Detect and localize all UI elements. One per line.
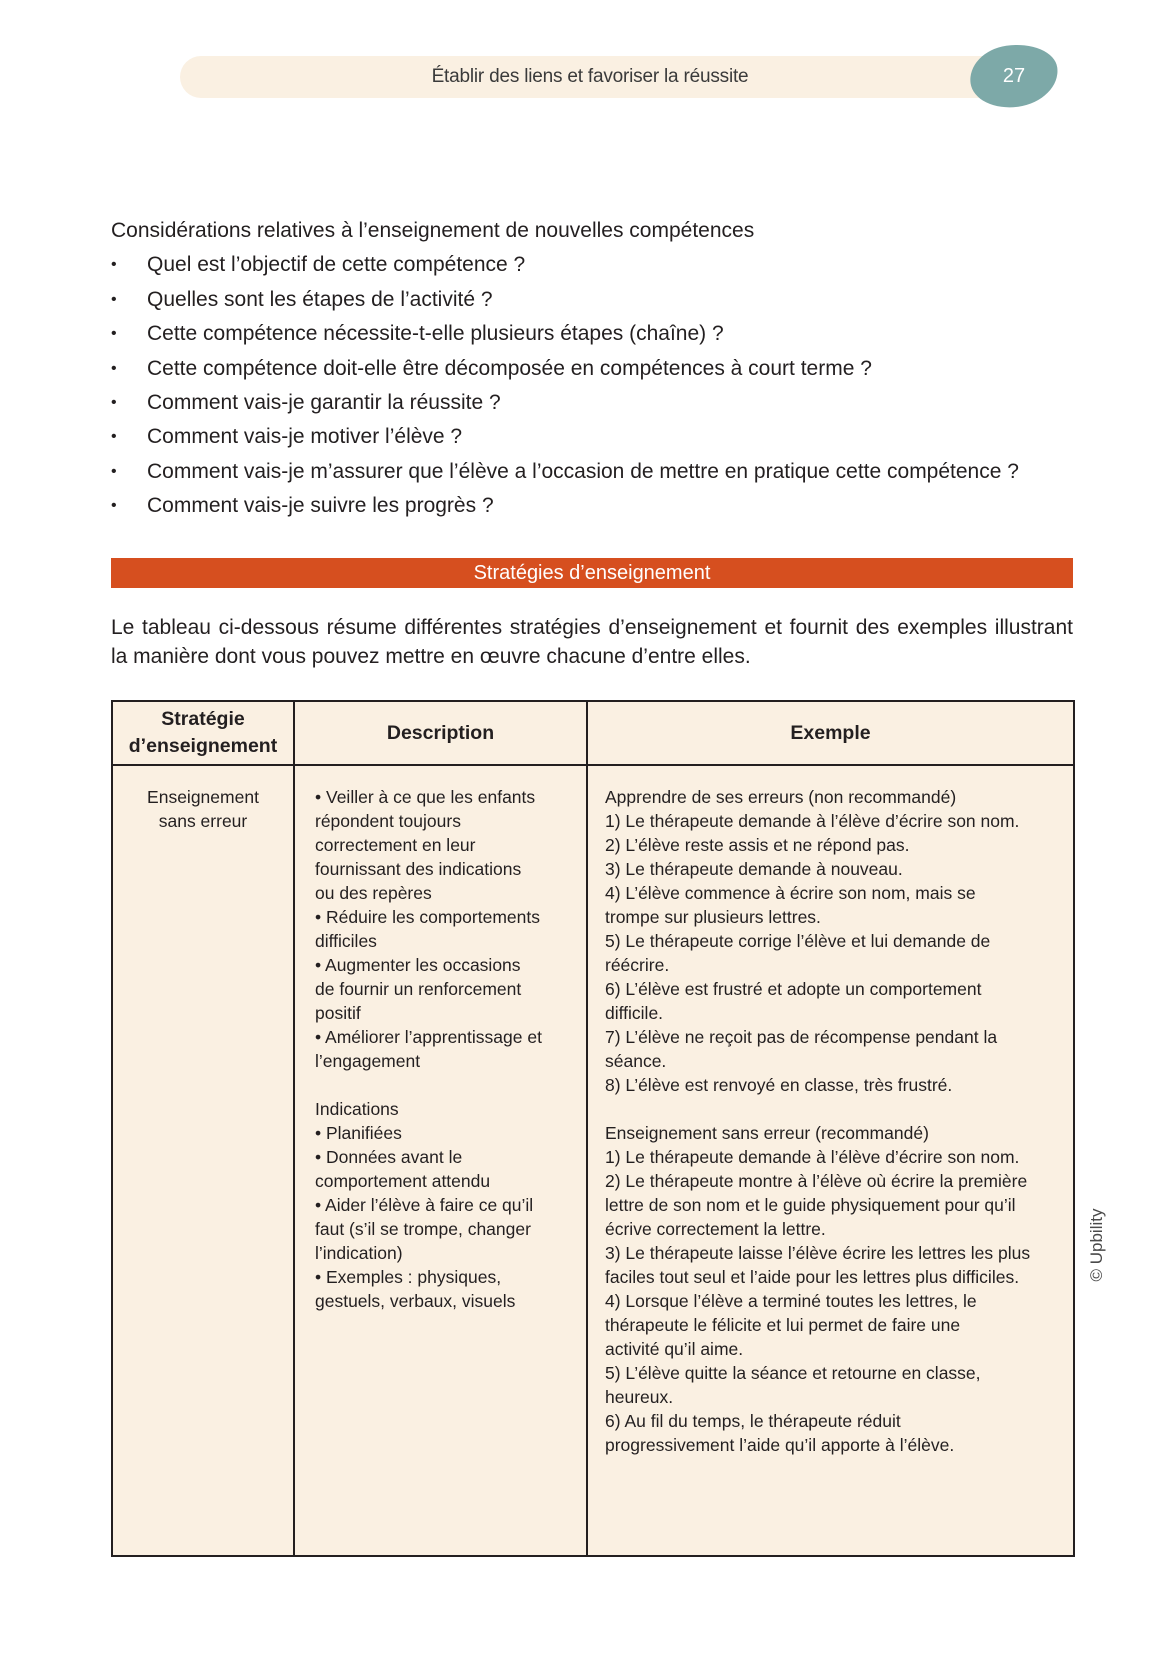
spacer — [605, 1097, 1061, 1121]
cell-line: 2) L’élève reste assis et ne répond pas. — [605, 835, 910, 855]
cell-line: 3) Le thérapeute laisse l’élève écrire les lettres les plus — [605, 1243, 1031, 1263]
cell-line: difficiles — [315, 931, 377, 951]
table-header-row — [112, 701, 1074, 765]
cell-description — [294, 765, 587, 1556]
table-row — [112, 765, 1074, 1556]
cell-line: thérapeute le félicite et lui permet de faire une — [605, 1315, 961, 1335]
header-example: Exemple — [587, 701, 1074, 765]
cell-line: fournissant des indications — [315, 859, 522, 879]
list-item-text: Quelles sont les étapes de l’activité ? — [147, 287, 493, 311]
list-item-text: Cette compétence doit-elle être décomposée en compétences à court terme ? — [147, 356, 872, 380]
cell-line: 6) Au fil du temps, le thérapeute réduit — [605, 1411, 901, 1431]
cell-line: l’engagement — [315, 1051, 421, 1071]
cell-line: • Planifiées — [315, 1123, 402, 1143]
list-item — [111, 455, 1091, 489]
cell-line: • Données avant le — [315, 1147, 463, 1167]
cell-line: • Réduire les comportements — [315, 907, 540, 927]
bullet-icon: • — [111, 497, 117, 515]
cell-line: gestuels, verbaux, visuels — [315, 1291, 516, 1311]
list-item — [111, 248, 1091, 282]
cell-line: 2) Le thérapeute montre à l’élève où écrire la première — [605, 1171, 1028, 1191]
cell-line: difficile. — [605, 1003, 664, 1023]
cell-line: séance. — [605, 1051, 667, 1071]
cell-line: 1) Le thérapeute demande à l’élève d’écrire son nom. — [605, 1147, 1020, 1167]
list-item — [111, 283, 1091, 317]
strategy-table — [111, 700, 1075, 1557]
intro-paragraph: Le tableau ci-dessous résume différentes stratégies d’enseignement et fournit des exemples illustrant la manière dont vous pouvez mettre en œuvre chacune d’entre elles. — [111, 616, 1073, 668]
copyright-notice: © Upbility — [1087, 1208, 1106, 1282]
cell-line: sans erreur — [158, 811, 248, 831]
list-item — [111, 489, 1091, 523]
cell-example — [587, 765, 1074, 1556]
cell-line: 4) Lorsque l’élève a terminé toutes les lettres, le — [605, 1291, 977, 1311]
cell-line: ou des repères — [315, 883, 432, 903]
considerations-section — [111, 214, 1091, 524]
cell-line: 5) Le thérapeute corrige l’élève et lui demande de — [605, 931, 991, 951]
list-item-text: Quel est l’objectif de cette compétence ? — [147, 253, 526, 277]
cell-line: • Veiller à ce que les enfants — [315, 787, 536, 807]
cell-line: 6) L’élève est frustré et adopte un comportement — [605, 979, 982, 999]
cell-line: • Augmenter les occasions — [315, 955, 521, 975]
running-header-title: Établir des liens et favoriser la réussite — [431, 66, 749, 87]
header-strategy — [112, 701, 294, 765]
considerations-list — [111, 248, 1091, 523]
section-heading-bar: Stratégies d’enseignement — [111, 558, 1073, 588]
cell-line: • Exemples : physiques, — [315, 1267, 502, 1287]
cell-line: de fournir un renforcement — [315, 979, 522, 999]
cell-line: comportement attendu — [315, 1171, 491, 1191]
list-item — [111, 420, 1091, 454]
cell-subheading: Apprendre de ses erreurs (non recommandé) — [605, 787, 957, 807]
cell-line: activité qu’il aime. — [605, 1339, 744, 1359]
list-item-text: Comment vais-je motiver l’élève ? — [147, 425, 463, 449]
cell-line: heureux. — [605, 1387, 674, 1407]
cell-line: 1) Le thérapeute demande à l’élève d’écrire son nom. — [605, 811, 1020, 831]
bullet-icon: • — [111, 428, 117, 446]
list-item-text: Comment vais-je suivre les progrès ? — [147, 494, 494, 518]
cell-line: réécrire. — [605, 955, 670, 975]
cell-line: 7) L’élève ne reçoit pas de récompense pendant la — [605, 1027, 998, 1047]
cell-subheading: Enseignement sans erreur (recommandé) — [605, 1123, 929, 1143]
cell-line: Enseignement — [147, 787, 259, 807]
cell-line: 8) L’élève est renvoyé en classe, très frustré. — [605, 1075, 953, 1095]
cell-line: 3) Le thérapeute demande à nouveau. — [605, 859, 903, 879]
bullet-icon: • — [111, 256, 117, 274]
cell-line: progressivement l’aide qu’il apporte à l’élève. — [605, 1435, 955, 1455]
cell-line: • Améliorer l’apprentissage et — [315, 1027, 542, 1047]
bullet-icon: • — [111, 462, 117, 480]
bullet-icon: • — [111, 359, 117, 377]
cell-strategy — [112, 765, 294, 1556]
cell-line: trompe sur plusieurs lettres. — [605, 907, 821, 927]
page-number: 27 — [1002, 65, 1026, 87]
list-item-text: Cette compétence nécessite-t-elle plusieurs étapes (chaîne) ? — [147, 322, 724, 346]
list-item-text: Comment vais-je garantir la réussite ? — [147, 390, 501, 414]
cell-line: correctement en leur — [315, 835, 476, 855]
bullet-icon: • — [111, 325, 117, 343]
bullet-icon: • — [111, 290, 117, 308]
cell-line: 5) L’élève quitte la séance et retourne en classe, — [605, 1363, 981, 1383]
cell-line: faciles tout seul et l’aide pour les lettres plus difficiles. — [605, 1267, 1020, 1287]
cell-line: l’indication) — [315, 1243, 403, 1263]
cell-line: faut (s’il se trompe, changer — [315, 1219, 531, 1239]
cell-line: écrive correctement la lettre. — [605, 1219, 826, 1239]
cell-line: • Aider l’élève à faire ce qu’il — [315, 1195, 534, 1215]
cell-line: positif — [315, 1003, 361, 1023]
spacer — [315, 1073, 576, 1097]
cell-line: répondent toujours — [315, 811, 461, 831]
list-item — [111, 386, 1091, 420]
cell-subheading: Indications — [315, 1099, 399, 1119]
list-item — [111, 317, 1091, 351]
cell-line: 4) L’élève commence à écrire son nom, mais se — [605, 883, 976, 903]
header-strategy-line: d’enseignement — [128, 735, 278, 757]
header-description: Description — [294, 701, 587, 765]
cell-line: lettre de son nom et le guide physiquement pour qu’il — [605, 1195, 1016, 1215]
considerations-title: Considérations relatives à l’enseignement de nouvelles compétences — [111, 219, 755, 242]
bullet-icon: • — [111, 393, 117, 411]
list-item-text: Comment vais-je m’assurer que l’élève a l’occasion de mettre en pratique cette compétence ? — [147, 459, 1019, 483]
header-strategy-line: Stratégie — [161, 708, 245, 730]
list-item — [111, 352, 1091, 386]
